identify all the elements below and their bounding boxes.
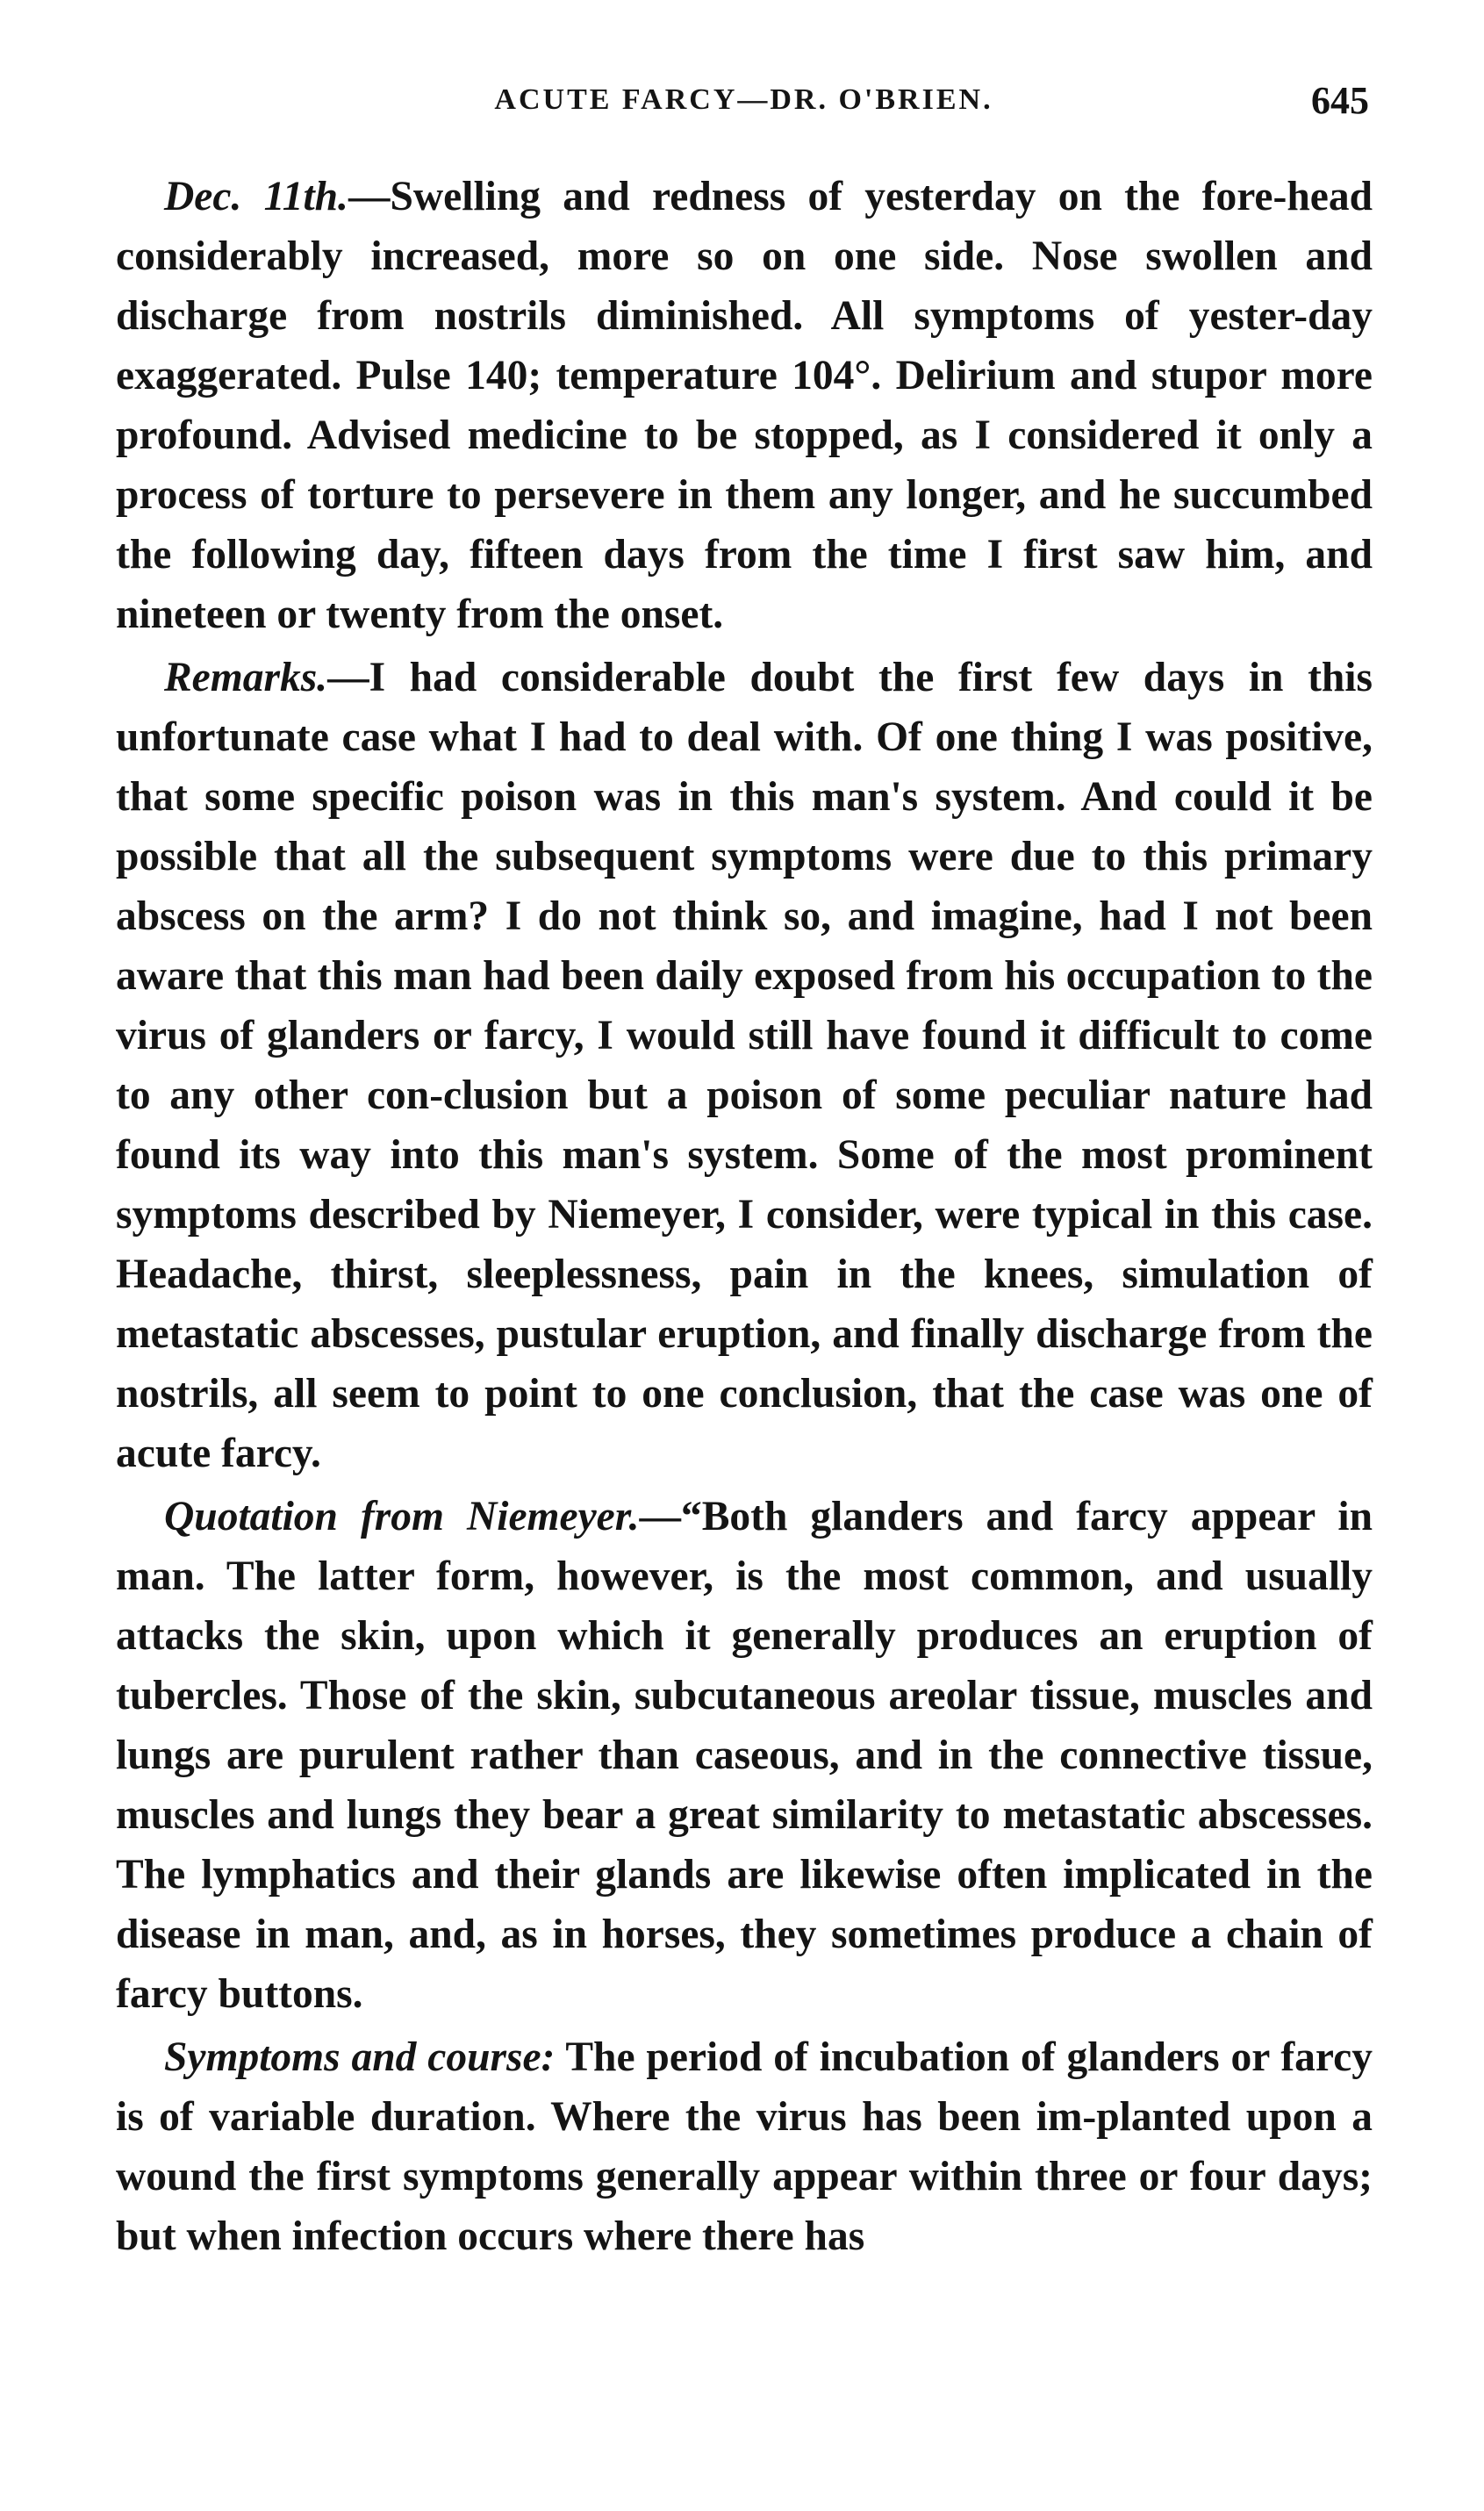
paragraph-lead: Remarks. <box>164 655 328 700</box>
paragraph-remarks <box>116 648 1373 1483</box>
paragraph-dec-11th <box>116 167 1373 644</box>
paragraph-quotation-niemeyer <box>116 1487 1373 2024</box>
paragraph-text: —I had considerable doubt the first few days in this unfortunate case what I had to deal with. Of one thing I was positive, that some specific poison was in this man's system. And could it be possible that all the subsequent symptoms were due to this primary abscess on the arm? I do not think so, and imagine, had I not been aware that this man had been daily exposed from his occupation to the virus of glanders or farcy, I would still have found it difficult to come to any other con-clusion but a poison of some peculiar nature had found its way into this man's system. Some of the most prominent symptoms described by Niemeyer, I consider, were typical in this case. Headache, thirst, sleeplessness, pain in the knees, simulation of metastatic abscesses, pustular eruption, and finally discharge from the nostrils, all seem to point to one conclusion, that the case was one of acute farcy. <box>116 655 1373 1476</box>
paragraph-text: —“Both glanders and farcy appear in man. The latter form, however, is the most common, and usually attacks the skin, upon which it generally produces an eruption of tubercles. Those of the skin, subcutaneous areolar tissue, muscles and lungs are purulent rather than caseous, and in the connective tissue, muscles and lungs they bear a great similarity to metastatic abscesses. The lymphatics and their glands are likewise often implicated in the disease in man, and, as in horses, they sometimes produce a chain of farcy buttons. <box>116 1494 1373 2017</box>
running-title: ACUTE FARCY—DR. O'BRIEN. <box>494 83 993 116</box>
paragraph-lead: Dec. 11th. <box>164 174 348 219</box>
running-head <box>118 79 1369 136</box>
paragraph-lead: Symptoms and course: <box>164 2034 556 2080</box>
paragraph-symptoms-course <box>116 2027 1373 2266</box>
body-text <box>116 167 1373 2270</box>
paragraph-text: —Swelling and redness of yesterday on the fore-head considerably increased, more so on one side. Nose swollen and discharge from nostrils diminished. All symptoms of yester-day exaggerated. Pulse 140; temperature 104°. Delirium and stupor more profound. Advised medicine to be stopped, as I considered it only a process of torture to persevere in them any longer, and he succumbed the following day, fifteen days from the time I first saw him, and nineteen or twenty from the onset. <box>116 174 1373 637</box>
page-number: 645 <box>1311 79 1369 122</box>
paragraph-text: The period of incubation of glanders or farcy is of variable duration. Where the virus has been im-planted upon a wound the first symptoms generally appear within three or four days; but when infection occurs where there has <box>116 2034 1373 2259</box>
paragraph-lead: Quotation from Niemeyer. <box>164 1494 640 1539</box>
